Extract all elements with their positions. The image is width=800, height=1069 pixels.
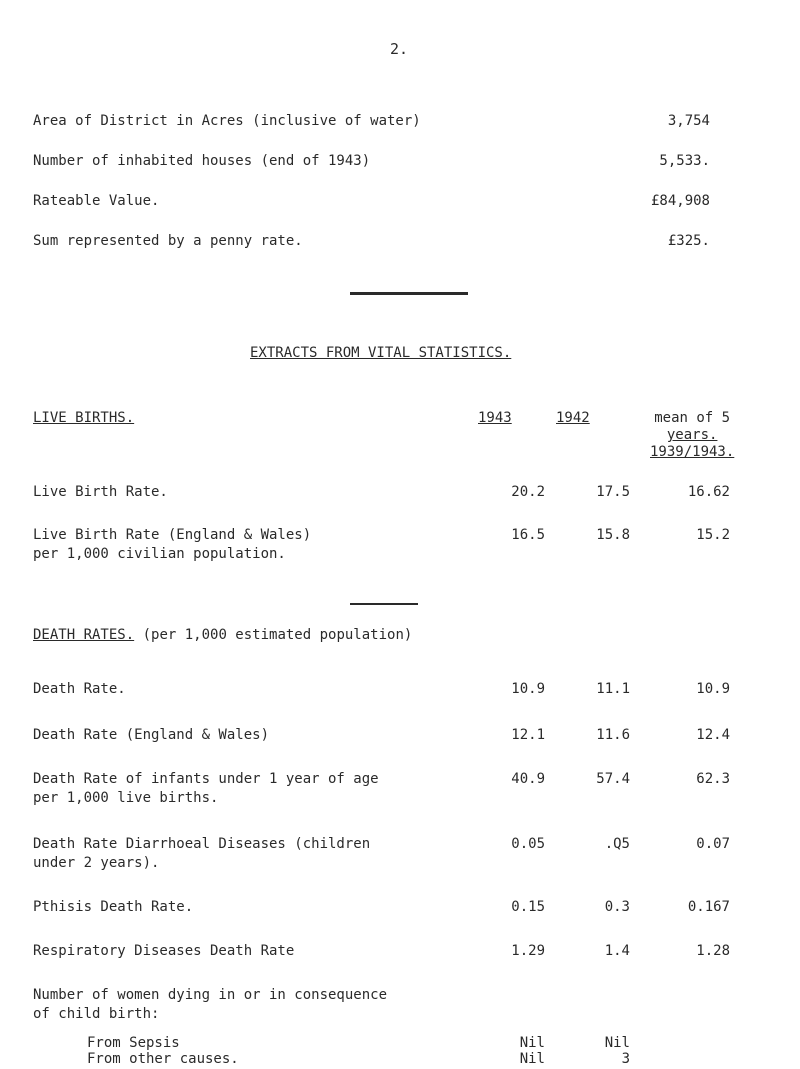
cell-1942: 11.6 [596, 727, 630, 743]
row-label: Death Rate. [33, 681, 126, 697]
row-label: Pthisis Death Rate. [33, 899, 194, 915]
cell-1943: Nil [519, 1051, 545, 1067]
summary-label-penny-rate: Sum represented by a penny rate. [33, 233, 303, 249]
row-label: Death Rate (England & Wales) [33, 727, 270, 743]
sepsis-label: From Sepsis [87, 1035, 180, 1051]
summary-label-houses: Number of inhabited houses (end of 1943) [33, 153, 371, 169]
mean-header-line2: years. [666, 427, 718, 443]
cell-mean: 15.2 [696, 527, 730, 543]
row-label: Respiratory Diseases Death Rate [33, 943, 295, 959]
column-header-mean [650, 410, 734, 461]
page-number: 2. [390, 40, 409, 58]
cell-1943: 1.29 [511, 943, 545, 959]
row-label: Death Rate Diarrhoeal Diseases (children [33, 836, 371, 852]
row-label: Live Birth Rate. [33, 484, 168, 500]
other-causes-label: From other causes. [87, 1051, 239, 1067]
cell-1942: 0.3 [604, 899, 630, 915]
summary-label-rateable: Rateable Value. [33, 193, 160, 209]
cell-1942: 17.5 [596, 484, 630, 500]
cell-1942: 15.8 [596, 527, 630, 543]
cell-1943: 20.2 [511, 484, 545, 500]
cell-mean: 0.167 [687, 899, 730, 915]
column-header-1943: 1943 [478, 410, 512, 426]
death-rates-heading [33, 627, 412, 643]
summary-value-houses: 5,533. [659, 153, 710, 169]
cell-mean: 16.62 [687, 484, 730, 500]
summary-value-area: 3,754 [667, 113, 710, 129]
cell-1943: 16.5 [511, 527, 545, 543]
live-births-title: LIVE BIRTHS. [33, 410, 135, 426]
cell-1943: 40.9 [511, 771, 545, 787]
women-childbirth-label-cont: of child birth: [33, 1006, 160, 1022]
mean-header-line1: mean of 5 [654, 410, 731, 426]
cell-1942: 57.4 [596, 771, 630, 787]
cell-mean: 0.07 [696, 836, 730, 852]
section-heading: EXTRACTS FROM VITAL STATISTICS. [250, 345, 512, 361]
section-divider-rule [350, 292, 468, 295]
row-label: Death Rate of infants under 1 year of age [33, 771, 379, 787]
cell-1943: 12.1 [511, 727, 545, 743]
women-childbirth-label: Number of women dying in or in consequence [33, 987, 388, 1003]
cell-1943: 10.9 [511, 681, 545, 697]
mean-header-line3: 1939/1943. [650, 444, 735, 460]
cell-1942: 1.4 [604, 943, 630, 959]
cell-1942: Nil [604, 1035, 630, 1051]
cell-1942: 11.1 [596, 681, 630, 697]
cell-mean: 1.28 [696, 943, 730, 959]
summary-value-penny-rate: £325. [667, 233, 710, 249]
cell-mean: 10.9 [696, 681, 730, 697]
cell-1942: .Q5 [604, 836, 630, 852]
death-rates-subtitle: (per 1,000 estimated population) [142, 627, 413, 643]
cell-1942: 3 [621, 1051, 630, 1067]
row-label-cont: per 1,000 live births. [33, 790, 219, 806]
cell-1943: Nil [519, 1035, 545, 1051]
row-label-cont: per 1,000 civilian population. [33, 546, 286, 562]
summary-value-rateable: £84,908 [650, 193, 710, 209]
death-rates-title: DEATH RATES. [33, 627, 135, 643]
row-label: Live Birth Rate (England & Wales) [33, 527, 312, 543]
summary-label-area: Area of District in Acres (inclusive of water) [33, 113, 421, 129]
column-header-1942: 1942 [556, 410, 590, 426]
cell-mean: 12.4 [696, 727, 730, 743]
cell-1943: 0.15 [511, 899, 545, 915]
cell-1943: 0.05 [511, 836, 545, 852]
section-divider-dash [350, 603, 418, 605]
row-label-cont: under 2 years). [33, 855, 160, 871]
cell-mean: 62.3 [696, 771, 730, 787]
